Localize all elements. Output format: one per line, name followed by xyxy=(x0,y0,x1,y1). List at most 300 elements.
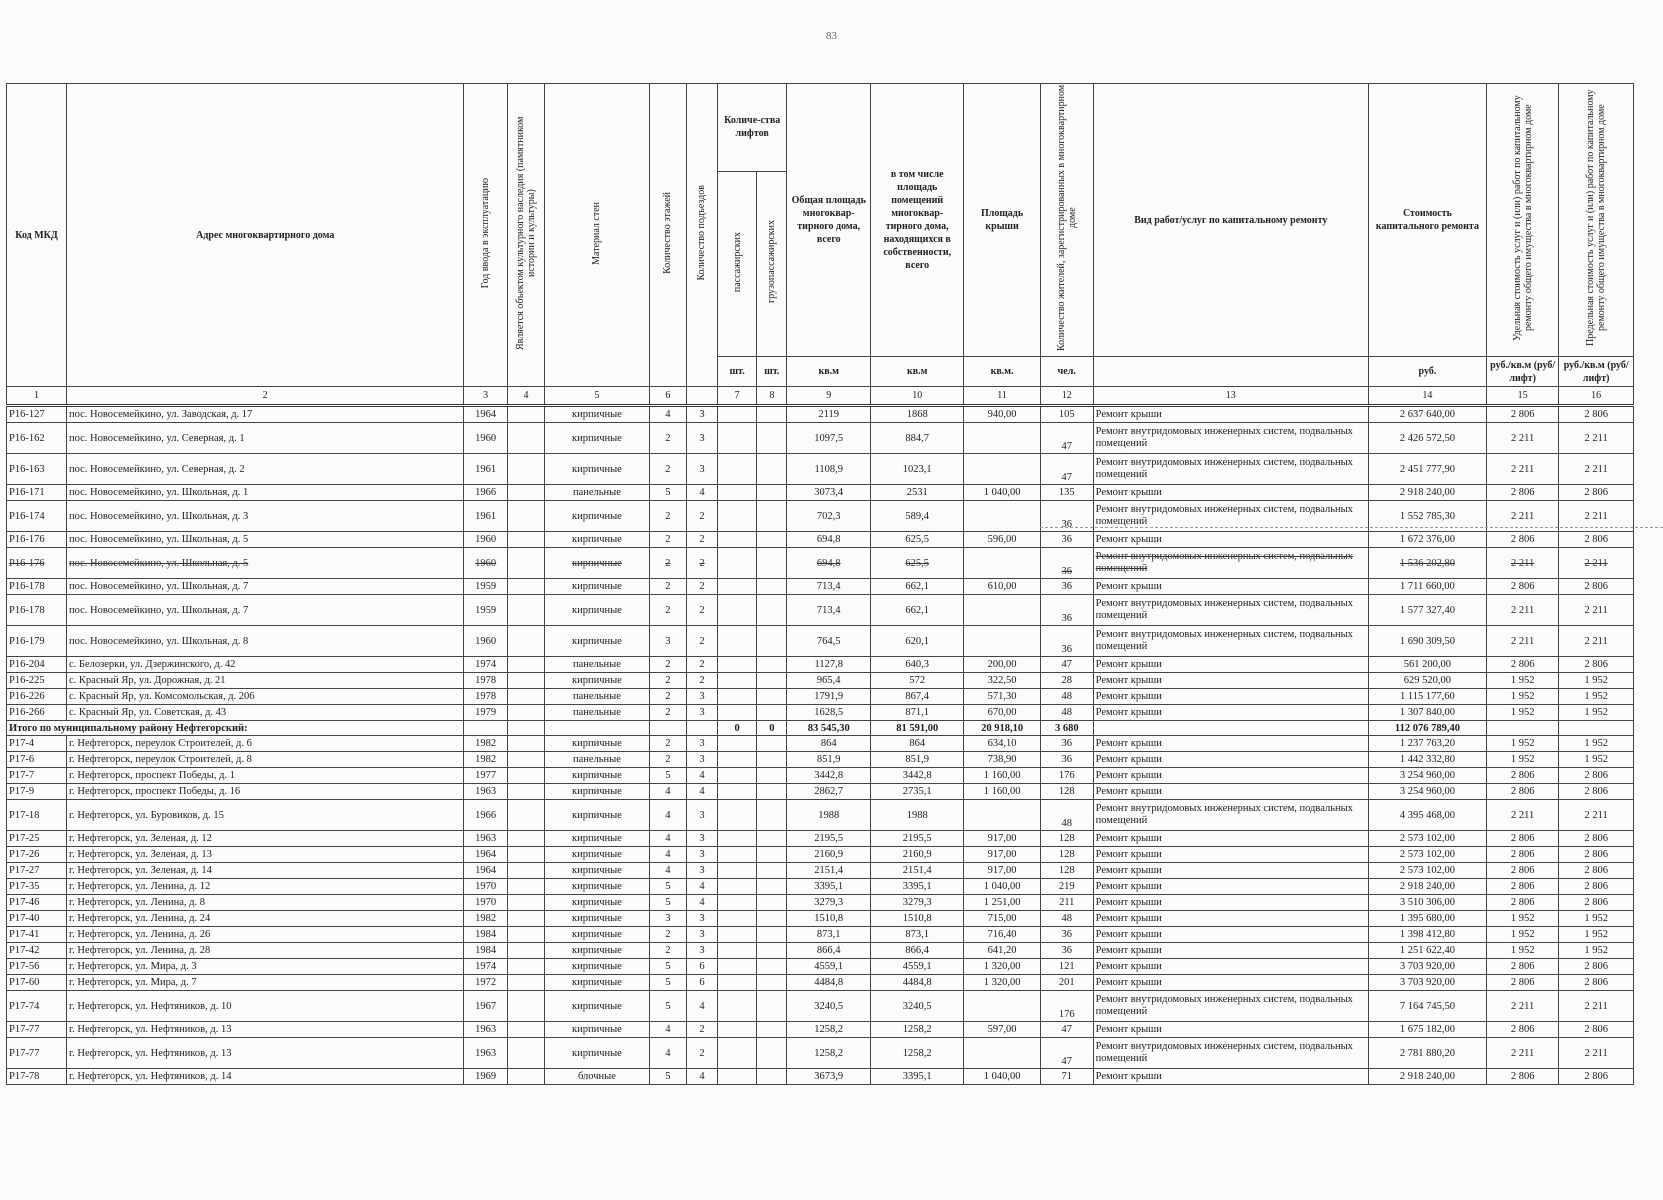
cell-residents: 128 xyxy=(1040,831,1093,847)
cell-owned-area: 1988 xyxy=(871,800,964,831)
cell-unit-cost: 2 211 xyxy=(1486,626,1558,657)
table-cell xyxy=(464,721,507,736)
cell-work-type: Ремонт крыши xyxy=(1093,752,1368,768)
cell-unit-cost: 1 952 xyxy=(1486,943,1558,959)
cell-total-area: 764,5 xyxy=(787,626,871,657)
cell-lifts-passenger xyxy=(717,943,756,959)
cell-floors: 2 xyxy=(649,548,686,579)
cell-cost: 1 237 763,20 xyxy=(1368,736,1486,752)
cell-roof-area: 917,00 xyxy=(964,831,1041,847)
cell-walls: кирпичные xyxy=(545,1022,650,1038)
cell-year: 1970 xyxy=(464,879,507,895)
header-owned-area: в том числе площадь помещений многоквар-тирного дома, находящихся в собственности, всего xyxy=(871,84,964,357)
cell-lifts-cargo xyxy=(757,736,787,752)
cell-roof-area xyxy=(964,1038,1041,1069)
cell-residents: 47 xyxy=(1040,423,1093,454)
header-lifts-cargo: грузопассажирских xyxy=(757,171,787,356)
cell-residents: 48 xyxy=(1040,705,1093,721)
cell-residents: 36 xyxy=(1040,579,1093,595)
cell-work-type: Ремонт крыши xyxy=(1093,705,1368,721)
cell-walls: кирпичные xyxy=(545,863,650,879)
cell-owned-area: 625,5 xyxy=(871,548,964,579)
cell-total-area: 4484,8 xyxy=(787,975,871,991)
cell-year: 1972 xyxy=(464,975,507,991)
cell-heritage xyxy=(507,879,544,895)
cell-address: г. Нефтегорск, ул. Зеленая, д. 14 xyxy=(67,863,464,879)
cell-unit-cost: 1 952 xyxy=(1486,705,1558,721)
cell-cost: 1 536 202,80 xyxy=(1368,548,1486,579)
cell-code: Р17-77 xyxy=(7,1038,67,1069)
cell-work-type: Ремонт крыши xyxy=(1093,879,1368,895)
cell-year: 1967 xyxy=(464,991,507,1022)
cell-cost: 2 637 640,00 xyxy=(1368,406,1486,423)
cell-lifts-passenger xyxy=(717,406,756,423)
cell-total-area: 864 xyxy=(787,736,871,752)
cell-cost: 3 703 920,00 xyxy=(1368,975,1486,991)
cell-lifts-passenger xyxy=(717,768,756,784)
cell-owned-area: 2531 xyxy=(871,485,964,501)
cell-address: г. Нефтегорск, ул. Ленина, д. 26 xyxy=(67,927,464,943)
cell-cost: 2 918 240,00 xyxy=(1368,879,1486,895)
unit-rub-sqm: руб./кв.м (руб/лифт) xyxy=(1559,357,1634,387)
cell-residents: 135 xyxy=(1040,485,1093,501)
cell-heritage xyxy=(507,863,544,879)
cell-code: Р17-41 xyxy=(7,927,67,943)
cell-owned-area: 620,1 xyxy=(871,626,964,657)
cell-total-area: 2119 xyxy=(787,406,871,423)
cell-cost: 1 675 182,00 xyxy=(1368,1022,1486,1038)
cell-entrances: 3 xyxy=(686,423,717,454)
cell-work-type: Ремонт крыши xyxy=(1093,863,1368,879)
cell-total-area: 2151,4 xyxy=(787,863,871,879)
cell-max-cost: 2 806 xyxy=(1559,879,1634,895)
table-row xyxy=(7,705,1634,721)
cell-max-cost: 2 806 xyxy=(1559,579,1634,595)
cell-lifts-cargo xyxy=(757,1038,787,1069)
cell-residents: 36 xyxy=(1040,736,1093,752)
cell-code: Р16-226 xyxy=(7,689,67,705)
cell-unit-cost: 2 806 xyxy=(1486,959,1558,975)
cell-work-type: Ремонт внутридомовых инженерных систем, подвальных помещений xyxy=(1093,454,1368,485)
cell-unit-cost: 1 952 xyxy=(1486,752,1558,768)
cell-code: Р16-174 xyxy=(7,501,67,532)
cell-total-area: 3673,9 xyxy=(787,1069,871,1085)
col-number: 1 xyxy=(7,387,67,406)
cell-floors: 4 xyxy=(649,1038,686,1069)
cell-total-area: 3240,5 xyxy=(787,991,871,1022)
cell-walls: кирпичные xyxy=(545,736,650,752)
cell-year: 1982 xyxy=(464,752,507,768)
cell-lifts-cargo xyxy=(757,943,787,959)
table-cell xyxy=(545,721,650,736)
total-owned-area: 81 591,00 xyxy=(871,721,964,736)
cell-owned-area: 589,4 xyxy=(871,501,964,532)
cell-lifts-cargo xyxy=(757,423,787,454)
cell-floors: 5 xyxy=(649,879,686,895)
unit-rub-sqm: руб./кв.м (руб/лифт) xyxy=(1486,357,1558,387)
cell-code: Р17-78 xyxy=(7,1069,67,1085)
cell-cost: 629 520,00 xyxy=(1368,673,1486,689)
cell-heritage xyxy=(507,657,544,673)
cell-lifts-cargo xyxy=(757,959,787,975)
cell-owned-area: 2735,1 xyxy=(871,784,964,800)
cell-max-cost: 2 211 xyxy=(1559,548,1634,579)
col-number: 5 xyxy=(545,387,650,406)
cell-address: с. Красный Яр, ул. Советская, д. 43 xyxy=(67,705,464,721)
cell-walls: кирпичные xyxy=(545,800,650,831)
cell-max-cost: 2 806 xyxy=(1559,847,1634,863)
cell-address: г. Нефтегорск, переулок Строителей, д. 8 xyxy=(67,752,464,768)
cell-entrances: 2 xyxy=(686,579,717,595)
cell-floors: 5 xyxy=(649,991,686,1022)
cell-walls: кирпичные xyxy=(545,768,650,784)
cell-lifts-passenger xyxy=(717,673,756,689)
cell-work-type: Ремонт крыши xyxy=(1093,927,1368,943)
cell-work-type: Ремонт внутридомовых инженерных систем, подвальных помещений xyxy=(1093,548,1368,579)
cell-code: Р17-42 xyxy=(7,943,67,959)
cell-code: Р17-7 xyxy=(7,768,67,784)
cell-unit-cost: 2 806 xyxy=(1486,579,1558,595)
cell-lifts-cargo xyxy=(757,705,787,721)
cell-lifts-passenger xyxy=(717,736,756,752)
cell-floors: 2 xyxy=(649,595,686,626)
cell-max-cost: 2 806 xyxy=(1559,895,1634,911)
cell-year: 1984 xyxy=(464,943,507,959)
cell-heritage xyxy=(507,1022,544,1038)
cell-year: 1960 xyxy=(464,532,507,548)
cell-roof-area: 596,00 xyxy=(964,532,1041,548)
cell-unit-cost: 2 806 xyxy=(1486,406,1558,423)
cell-max-cost: 1 952 xyxy=(1559,689,1634,705)
header-residents: Количество жителей, зарегистрированных в многоквартирном доме xyxy=(1040,84,1093,357)
cell-walls: кирпичные xyxy=(545,895,650,911)
cell-code: Р17-56 xyxy=(7,959,67,975)
cell-lifts-cargo xyxy=(757,895,787,911)
cell-year: 1970 xyxy=(464,895,507,911)
cell-walls: кирпичные xyxy=(545,532,650,548)
table-row xyxy=(7,863,1634,879)
cell-walls: кирпичные xyxy=(545,847,650,863)
cell-owned-area: 2195,5 xyxy=(871,831,964,847)
cell-walls: кирпичные xyxy=(545,879,650,895)
header-unit-cost: Удельная стоимость услуг и (или) работ по капитальному ремонту общего имущества в многоквартирном доме xyxy=(1486,84,1558,357)
cell-entrances: 3 xyxy=(686,752,717,768)
cell-heritage xyxy=(507,423,544,454)
cell-lifts-cargo xyxy=(757,768,787,784)
table-cell xyxy=(507,721,544,736)
cell-year: 1961 xyxy=(464,501,507,532)
cell-max-cost: 2 211 xyxy=(1559,454,1634,485)
cell-total-area: 1510,8 xyxy=(787,911,871,927)
cell-roof-area: 1 160,00 xyxy=(964,768,1041,784)
cell-year: 1960 xyxy=(464,423,507,454)
cell-total-area: 1097,5 xyxy=(787,423,871,454)
table-body xyxy=(7,406,1634,1085)
cell-year: 1964 xyxy=(464,406,507,423)
cell-cost: 3 254 960,00 xyxy=(1368,784,1486,800)
cell-work-type: Ремонт внутридомовых инженерных систем, подвальных помещений xyxy=(1093,595,1368,626)
cell-heritage xyxy=(507,689,544,705)
cell-work-type: Ремонт крыши xyxy=(1093,579,1368,595)
table-row xyxy=(7,959,1634,975)
cell-max-cost: 1 952 xyxy=(1559,673,1634,689)
cell-floors: 2 xyxy=(649,423,686,454)
cell-code: Р17-60 xyxy=(7,975,67,991)
cell-entrances: 4 xyxy=(686,991,717,1022)
cell-owned-area: 3395,1 xyxy=(871,879,964,895)
cell-lifts-cargo xyxy=(757,991,787,1022)
cell-unit-cost: 2 211 xyxy=(1486,991,1558,1022)
unit-pcs: шт. xyxy=(757,357,787,387)
cell-total-area: 713,4 xyxy=(787,579,871,595)
cell-cost: 2 426 572,50 xyxy=(1368,423,1486,454)
cell-walls: кирпичные xyxy=(545,831,650,847)
cell-heritage xyxy=(507,736,544,752)
cell-heritage xyxy=(507,800,544,831)
unit-rub: руб. xyxy=(1368,357,1486,387)
cell-total-area: 873,1 xyxy=(787,927,871,943)
cell-roof-area: 610,00 xyxy=(964,579,1041,595)
cell-cost: 2 451 777,90 xyxy=(1368,454,1486,485)
cell-lifts-cargo xyxy=(757,595,787,626)
cell-heritage xyxy=(507,847,544,863)
cell-entrances: 2 xyxy=(686,595,717,626)
cell-max-cost: 2 211 xyxy=(1559,595,1634,626)
cell-code: Р16-225 xyxy=(7,673,67,689)
total-lifts-cargo: 0 xyxy=(757,721,787,736)
cell-walls: панельные xyxy=(545,705,650,721)
cell-residents: 105 xyxy=(1040,406,1093,423)
cell-cost: 1 307 840,00 xyxy=(1368,705,1486,721)
cell-unit-cost: 1 952 xyxy=(1486,736,1558,752)
header-floors: Количество этажей xyxy=(649,84,686,387)
cell-residents: 48 xyxy=(1040,911,1093,927)
cell-cost: 2 918 240,00 xyxy=(1368,485,1486,501)
cell-work-type: Ремонт крыши xyxy=(1093,831,1368,847)
cell-lifts-passenger xyxy=(717,975,756,991)
cell-total-area: 713,4 xyxy=(787,595,871,626)
cell-address: г. Нефтегорск, ул. Нефтяников, д. 13 xyxy=(67,1038,464,1069)
cell-residents: 176 xyxy=(1040,768,1093,784)
total-lifts-passenger: 0 xyxy=(717,721,756,736)
cell-work-type: Ремонт крыши xyxy=(1093,943,1368,959)
cell-residents: 176 xyxy=(1040,991,1093,1022)
cell-roof-area xyxy=(964,454,1041,485)
cell-address: с. Красный Яр, ул. Дорожная, д. 21 xyxy=(67,673,464,689)
cell-year: 1959 xyxy=(464,579,507,595)
cell-heritage xyxy=(507,579,544,595)
cell-work-type: Ремонт крыши xyxy=(1093,406,1368,423)
cell-floors: 2 xyxy=(649,927,686,943)
cell-lifts-passenger xyxy=(717,501,756,532)
cell-code: Р17-27 xyxy=(7,863,67,879)
cell-work-type: Ремонт внутридомовых инженерных систем, подвальных помещений xyxy=(1093,423,1368,454)
cell-residents: 36 xyxy=(1040,501,1093,532)
cell-code: Р16-178 xyxy=(7,595,67,626)
cell-lifts-cargo xyxy=(757,579,787,595)
cell-lifts-passenger xyxy=(717,959,756,975)
cell-lifts-cargo xyxy=(757,501,787,532)
header-entrances: Количество подъездов xyxy=(686,84,717,387)
cell-max-cost: 1 952 xyxy=(1559,927,1634,943)
cell-entrances: 4 xyxy=(686,1069,717,1085)
cell-work-type: Ремонт внутридомовых инженерных систем, подвальных помещений xyxy=(1093,1038,1368,1069)
cell-walls: кирпичные xyxy=(545,943,650,959)
cell-owned-area: 884,7 xyxy=(871,423,964,454)
cell-max-cost: 2 806 xyxy=(1559,1069,1634,1085)
cell-roof-area xyxy=(964,595,1041,626)
cell-owned-area: 871,1 xyxy=(871,705,964,721)
cell-roof-area xyxy=(964,548,1041,579)
unit-pcs: шт. xyxy=(717,357,756,387)
cell-floors: 4 xyxy=(649,847,686,863)
cell-total-area: 2195,5 xyxy=(787,831,871,847)
table-cell xyxy=(1093,721,1368,736)
cell-total-area: 3442,8 xyxy=(787,768,871,784)
unit-empty xyxy=(1093,357,1368,387)
header-code: Код МКД xyxy=(7,84,67,387)
cell-roof-area xyxy=(964,501,1041,532)
table-row xyxy=(7,879,1634,895)
cell-heritage xyxy=(507,991,544,1022)
table-row xyxy=(7,532,1634,548)
cell-total-area: 1628,5 xyxy=(787,705,871,721)
cell-code: Р17-9 xyxy=(7,784,67,800)
cell-unit-cost: 2 806 xyxy=(1486,784,1558,800)
table-row xyxy=(7,911,1634,927)
cell-address: г. Нефтегорск, ул. Зеленая, д. 12 xyxy=(67,831,464,847)
cell-lifts-cargo xyxy=(757,626,787,657)
table-row xyxy=(7,943,1634,959)
cell-year: 1964 xyxy=(464,863,507,879)
col-number: 3 xyxy=(464,387,507,406)
cell-cost: 1 398 412,80 xyxy=(1368,927,1486,943)
cell-total-area: 2160,9 xyxy=(787,847,871,863)
cell-max-cost: 1 952 xyxy=(1559,736,1634,752)
cell-lifts-passenger xyxy=(717,752,756,768)
cell-entrances: 3 xyxy=(686,863,717,879)
cell-code: Р16-176 xyxy=(7,548,67,579)
cell-unit-cost: 2 806 xyxy=(1486,975,1558,991)
cell-roof-area: 634,10 xyxy=(964,736,1041,752)
cell-residents: 28 xyxy=(1040,673,1093,689)
cell-residents: 36 xyxy=(1040,548,1093,579)
cell-address: г. Нефтегорск, проспект Победы, д. 16 xyxy=(67,784,464,800)
cell-address: пос. Новосемейкино, ул. Школьная, д. 8 xyxy=(67,626,464,657)
unit-people: чел. xyxy=(1040,357,1093,387)
cell-lifts-cargo xyxy=(757,927,787,943)
table-row xyxy=(7,736,1634,752)
cell-code: Р17-35 xyxy=(7,879,67,895)
col-number: 2 xyxy=(67,387,464,406)
cell-floors: 2 xyxy=(649,501,686,532)
cell-heritage xyxy=(507,595,544,626)
cell-entrances: 6 xyxy=(686,975,717,991)
table-row xyxy=(7,768,1634,784)
total-area: 83 545,30 xyxy=(787,721,871,736)
cell-floors: 2 xyxy=(649,579,686,595)
cell-unit-cost: 2 806 xyxy=(1486,532,1558,548)
cell-lifts-passenger xyxy=(717,895,756,911)
cell-lifts-passenger xyxy=(717,548,756,579)
cell-roof-area: 597,00 xyxy=(964,1022,1041,1038)
total-roof-area: 20 918,10 xyxy=(964,721,1041,736)
cell-owned-area: 1868 xyxy=(871,406,964,423)
cell-max-cost: 1 952 xyxy=(1559,911,1634,927)
unit-sqm: кв.м xyxy=(787,357,871,387)
cell-code: Р17-77 xyxy=(7,1022,67,1038)
cell-roof-area: 917,00 xyxy=(964,847,1041,863)
col-number: 9 xyxy=(787,387,871,406)
cell-entrances: 3 xyxy=(686,705,717,721)
total-row xyxy=(7,721,1634,736)
cell-unit-cost: 2 211 xyxy=(1486,454,1558,485)
cell-roof-area: 1 320,00 xyxy=(964,959,1041,975)
cell-work-type: Ремонт крыши xyxy=(1093,532,1368,548)
page-number: 83 xyxy=(826,30,837,42)
cell-cost: 2 781 880,20 xyxy=(1368,1038,1486,1069)
cell-heritage xyxy=(507,895,544,911)
cell-entrances: 2 xyxy=(686,657,717,673)
cell-floors: 2 xyxy=(649,532,686,548)
cell-unit-cost: 2 806 xyxy=(1486,847,1558,863)
cell-lifts-cargo xyxy=(757,831,787,847)
cell-total-area: 694,8 xyxy=(787,548,871,579)
cell-year: 1959 xyxy=(464,595,507,626)
cell-unit-cost: 2 806 xyxy=(1486,768,1558,784)
cell-lifts-cargo xyxy=(757,879,787,895)
total-residents: 3 680 xyxy=(1040,721,1093,736)
cell-floors: 2 xyxy=(649,705,686,721)
cell-walls: кирпичные xyxy=(545,501,650,532)
cell-entrances: 2 xyxy=(686,673,717,689)
cell-lifts-cargo xyxy=(757,752,787,768)
cell-cost: 1 395 680,00 xyxy=(1368,911,1486,927)
col-number: 10 xyxy=(871,387,964,406)
cell-lifts-cargo xyxy=(757,485,787,501)
cell-entrances: 2 xyxy=(686,548,717,579)
table-row xyxy=(7,975,1634,991)
cell-owned-area: 2160,9 xyxy=(871,847,964,863)
cell-roof-area: 200,00 xyxy=(964,657,1041,673)
cell-entrances: 3 xyxy=(686,927,717,943)
cell-residents: 36 xyxy=(1040,626,1093,657)
cell-unit-cost: 1 952 xyxy=(1486,689,1558,705)
table-row xyxy=(7,689,1634,705)
table-cell xyxy=(649,721,686,736)
cell-unit-cost: 2 806 xyxy=(1486,657,1558,673)
cell-year: 1974 xyxy=(464,657,507,673)
cell-max-cost: 2 211 xyxy=(1559,800,1634,831)
cell-floors: 4 xyxy=(649,406,686,423)
cell-address: пос. Новосемейкино, ул. Школьная, д. 3 xyxy=(67,501,464,532)
cell-roof-area: 571,30 xyxy=(964,689,1041,705)
cell-residents: 201 xyxy=(1040,975,1093,991)
cell-unit-cost: 2 806 xyxy=(1486,879,1558,895)
cell-floors: 4 xyxy=(649,1022,686,1038)
cell-address: с. Белозерки, ул. Дзержинского, д. 42 xyxy=(67,657,464,673)
cell-lifts-passenger xyxy=(717,863,756,879)
cell-code: Р16-162 xyxy=(7,423,67,454)
cell-entrances: 2 xyxy=(686,626,717,657)
cell-lifts-passenger xyxy=(717,847,756,863)
cell-code: Р17-6 xyxy=(7,752,67,768)
cell-code: Р17-74 xyxy=(7,991,67,1022)
cell-entrances: 3 xyxy=(686,911,717,927)
cell-address: г. Нефтегорск, ул. Ленина, д. 24 xyxy=(67,911,464,927)
cell-walls: кирпичные xyxy=(545,548,650,579)
cell-total-area: 866,4 xyxy=(787,943,871,959)
